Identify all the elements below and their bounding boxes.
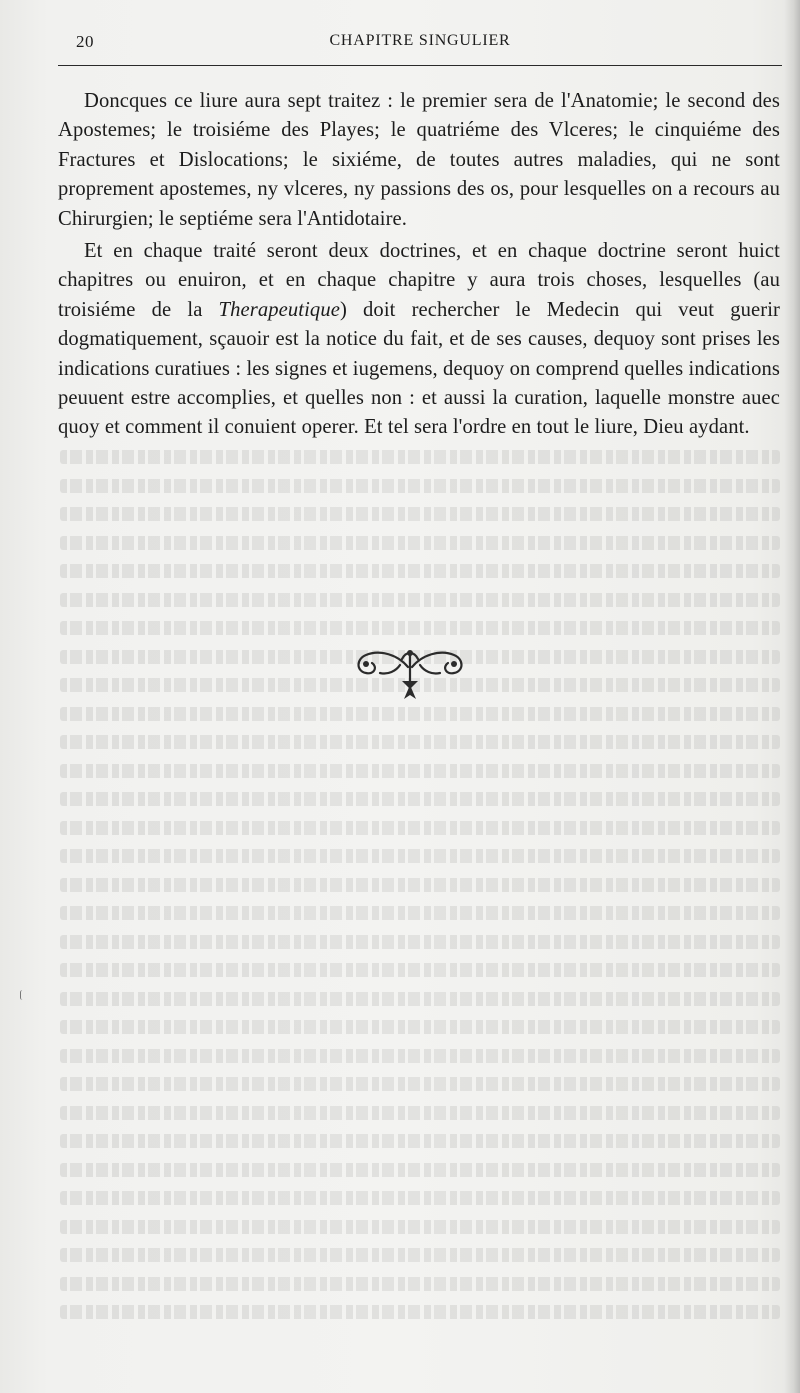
page-number: 20: [76, 32, 94, 51]
header-rule: [58, 65, 782, 66]
page-header: [58, 30, 782, 58]
running-head: CHAPITRE SINGULIER: [329, 32, 511, 49]
paragraph-2-end: ) doit rechercher le Medecin qui veut guerir dogmatiquement, sçauoir est la notice du fait, et de ses causes, dequoy sont prises les indications curatiues : les signes et iugemens, dequoy on comprend quelles indications peuuent estre accomplies, et quelles non : et aussi la curation, laquelle monstre auec quoy et comment il conuient operer. Et tel sera l'ordre en tout le liure, Dieu aydant.: [58, 298, 780, 439]
page-edge-shadow: [784, 0, 800, 1393]
fleuron-ornament-icon: [350, 645, 470, 707]
body-text: [58, 87, 780, 443]
show-through-texture: [60, 450, 780, 1390]
italic-title: Therapeutique: [218, 298, 340, 321]
margin-mark: [20, 990, 25, 1000]
paragraph-2: [58, 237, 780, 443]
paragraph-2-start: Et en chaque traité seront deux doctrines, et en chaque doctrine seront huict chapitres ou enuiron, et en chaque chapitre y aura trois choses, lesquelles (au troisiéme de la: [58, 240, 780, 321]
paragraph-1: Doncques ce liure aura sept traitez : le premier sera de l'Anatomie; le second des Apostemes; le troisiéme des Playes; le quatriéme des Vlceres; le cinquiéme des Fractures et Dislocations; le sixiéme, de toutes autres maladies, qui ne sont proprement apostemes, ny vlceres, ny passions des os, pour lesquelles on a recours au Chirurgien; le septiéme sera l'Antidotaire.: [58, 90, 780, 230]
